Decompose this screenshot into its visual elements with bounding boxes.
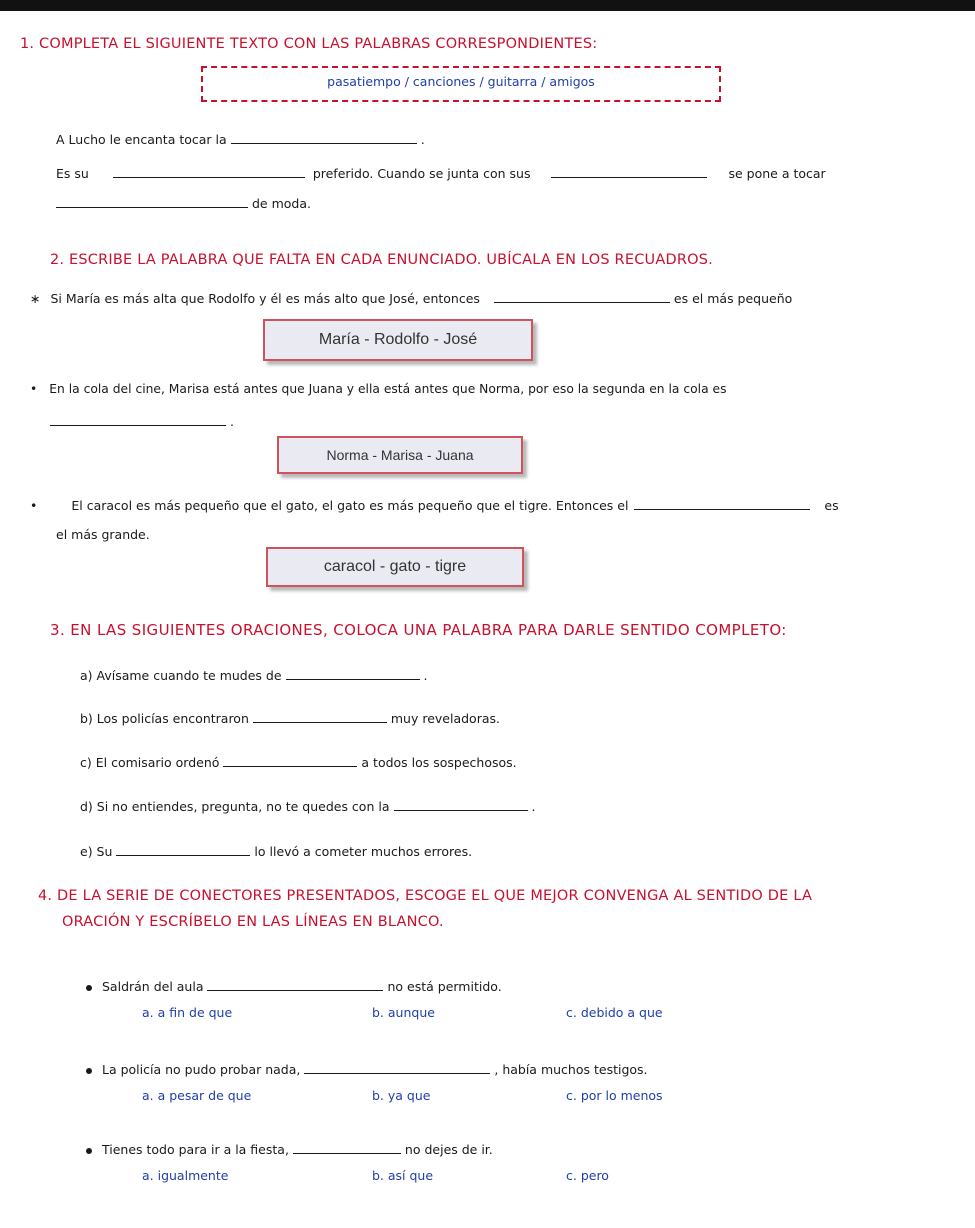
names-box-1-text: María - Rodolfo - José — [318, 331, 478, 348]
s3-item-e — [80, 844, 472, 859]
top-dark-bar — [0, 0, 975, 11]
s1-text: Es su — [56, 166, 89, 181]
option-b[interactable]: b. aunque — [372, 1005, 435, 1020]
s2-question-2 — [30, 382, 726, 396]
s2-text: . — [230, 414, 234, 429]
s3-item-c — [80, 755, 517, 770]
answer-blank[interactable] — [286, 678, 420, 680]
bullet — [86, 985, 92, 991]
answer-blank[interactable] — [551, 176, 707, 178]
s2-text: Si María es más alta que Rodolfo y él es más alto que José, entonces — [50, 291, 480, 306]
s2-question-1 — [30, 291, 792, 306]
s1-sentence-3 — [56, 196, 311, 211]
answer-blank[interactable] — [231, 142, 417, 144]
option-c[interactable]: c. pero — [566, 1168, 609, 1183]
s3-text: c) El comisario ordenó — [80, 755, 220, 770]
s1-text: A Lucho le encanta tocar la — [56, 132, 227, 147]
s1-text: preferido. Cuando se junta con sus — [312, 166, 531, 181]
answer-blank[interactable] — [394, 809, 528, 811]
s4-text: Saldrán del aula — [102, 979, 204, 994]
answer-blank[interactable] — [113, 176, 305, 178]
answer-blank[interactable] — [223, 765, 357, 767]
s4-question-2 — [86, 1062, 648, 1077]
s3-item-d — [80, 799, 535, 814]
bullet: • — [30, 382, 38, 396]
option-a[interactable]: a. a pesar de que — [142, 1088, 252, 1103]
answer-blank[interactable] — [304, 1072, 490, 1074]
option-c[interactable]: c. debido a que — [566, 1005, 663, 1020]
asterisk-bullet: ∗ — [30, 291, 41, 306]
s1-text: se pone a tocar — [728, 166, 826, 181]
word-bank-text: pasatiempo / canciones / guitarra / amigos — [327, 74, 595, 89]
section1-heading: 1. COMPLETA EL SIGUIENTE TEXTO CON LAS PALABRAS CORRESPONDIENTES: — [20, 36, 598, 52]
s3-item-a — [80, 668, 428, 683]
section3-heading: 3. EN LAS SIGUIENTES ORACIONES, COLOCA UNA PALABRA PARA DARLE SENTIDO COMPLETO: — [50, 621, 787, 639]
s2-text: El caracol es más pequeño que el gato, el gato es más pequeño que el tigre. Entonces el — [71, 498, 629, 513]
s4-question-1 — [86, 979, 502, 994]
s2-text: es el más pequeño — [673, 291, 793, 306]
s4-text: , había muchos testigos. — [494, 1062, 648, 1077]
s4-text: no dejes de ir. — [404, 1142, 493, 1157]
s3-text: d) Si no entiendes, pregunta, no te quedes con la — [80, 799, 390, 814]
bullet — [86, 1068, 92, 1074]
s4-question-3 — [86, 1142, 493, 1157]
option-b[interactable]: b. así que — [372, 1168, 434, 1183]
answer-blank[interactable] — [253, 721, 387, 723]
bullet: • — [30, 498, 38, 513]
names-box-1 — [263, 319, 533, 361]
option-c[interactable]: c. por lo menos — [566, 1088, 663, 1103]
s3-text: . — [531, 799, 536, 814]
s3-text: . — [423, 668, 428, 683]
names-box-2-text: Norma - Marisa - Juana — [326, 447, 474, 463]
names-box-2 — [277, 436, 523, 474]
s4-text: no está permitido. — [387, 979, 502, 994]
s3-text: e) Su — [80, 844, 113, 859]
s3-text: lo llevó a cometer muchos errores. — [254, 844, 473, 859]
s3-item-b — [80, 711, 500, 726]
section2-heading: 2. ESCRIBE LA PALABRA QUE FALTA EN CADA ENUNCIADO. UBÍCALA EN LOS RECUADROS. — [50, 252, 713, 268]
answer-blank[interactable] — [50, 424, 226, 426]
answer-blank[interactable] — [494, 301, 670, 303]
s4-text: La policía no pudo probar nada, — [102, 1062, 301, 1077]
option-b[interactable]: b. ya que — [372, 1088, 431, 1103]
names-box-3 — [266, 547, 524, 587]
answer-blank[interactable] — [634, 508, 810, 510]
answer-blank[interactable] — [207, 989, 383, 991]
s3-text: a todos los sospechosos. — [361, 755, 517, 770]
s2-question-2-cont — [50, 414, 234, 429]
s2-text: es — [824, 498, 839, 513]
option-a[interactable]: a. igualmente — [142, 1168, 229, 1183]
s2-question-3-cont: el más grande. — [56, 527, 150, 542]
s2-question-3 — [30, 498, 839, 513]
s4-text: Tienes todo para ir a la fiesta, — [102, 1142, 289, 1157]
bullet — [86, 1148, 92, 1154]
option-a[interactable]: a. a fin de que — [142, 1005, 233, 1020]
answer-blank[interactable] — [116, 854, 250, 856]
s1-sentence-2 — [56, 166, 938, 181]
section4-heading-line2: ORACIÓN Y ESCRÍBELO EN LAS LÍNEAS EN BLANCO. — [62, 914, 444, 930]
s3-text: a) Avísame cuando te mudes de — [80, 668, 282, 683]
s1-text: de moda. — [252, 196, 311, 211]
names-box-3-text: caracol - gato - tigre — [323, 558, 467, 575]
s1-sentence-1 — [56, 132, 425, 147]
section4-heading-line1: 4. DE LA SERIE DE CONECTORES PRESENTADOS, ESCOGE EL QUE MEJOR CONVENGA AL SENTIDO DE LA — [38, 888, 813, 904]
word-bank-box — [201, 66, 721, 102]
answer-blank[interactable] — [293, 1152, 401, 1154]
s1-text: . — [420, 132, 425, 147]
s2-text: En la cola del cine, Marisa está antes que Juana y ella está antes que Norma, por eso la segunda en la cola es — [49, 382, 727, 396]
answer-blank[interactable] — [56, 206, 248, 208]
s3-text: muy reveladoras. — [390, 711, 500, 726]
s3-text: b) Los policías encontraron — [80, 711, 249, 726]
